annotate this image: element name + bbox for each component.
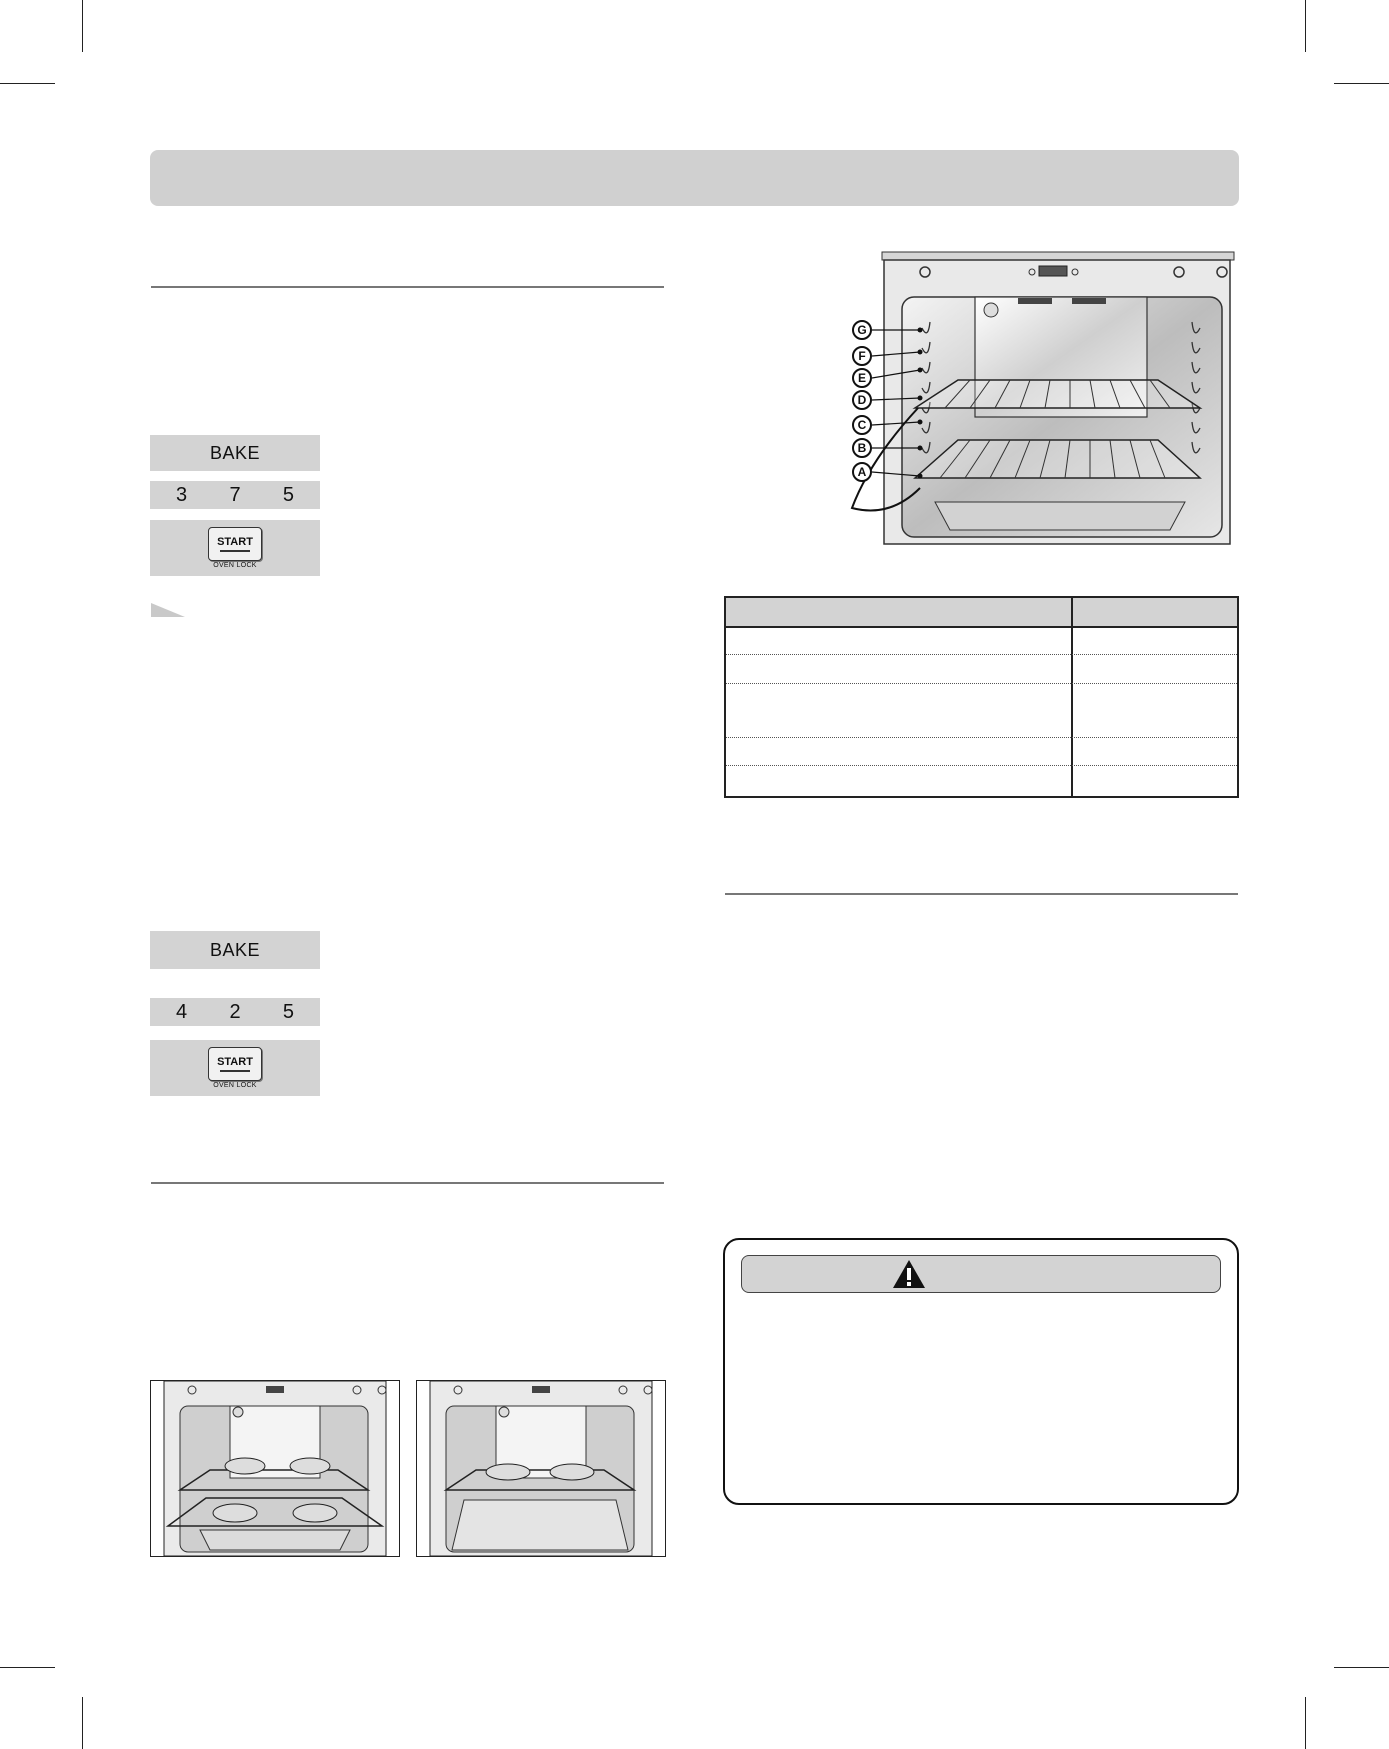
start-button-icon[interactable] <box>208 527 262 561</box>
table-row-divider <box>726 765 1237 766</box>
start-button-icon[interactable] <box>208 1047 262 1081</box>
oven-two-rack-diagram <box>150 1380 400 1557</box>
digit-key[interactable]: 7 <box>229 483 241 506</box>
crop-mark <box>82 0 83 52</box>
rack-position-table <box>724 596 1239 798</box>
rack-label-c: C <box>857 418 867 432</box>
section-rule <box>151 286 664 288</box>
oven-lock-label: OVEN LOCK <box>213 1082 257 1089</box>
caution-header <box>741 1255 1221 1293</box>
digit-key[interactable]: 2 <box>229 1000 241 1023</box>
crop-mark <box>82 1697 83 1749</box>
crop-mark <box>1305 0 1306 52</box>
start-key-panel <box>150 1040 320 1096</box>
digit-key[interactable]: 5 <box>282 1000 294 1023</box>
digit-key[interactable]: 5 <box>282 483 294 506</box>
crop-mark <box>1334 83 1389 84</box>
section-rule <box>725 893 1238 895</box>
rack-label-a: A <box>857 465 867 479</box>
digit-keys[interactable] <box>150 481 320 509</box>
bake-key[interactable] <box>150 435 320 471</box>
bake-key-label: BAKE <box>209 442 261 463</box>
digit-key[interactable]: 3 <box>176 483 188 506</box>
digit-keys[interactable] <box>150 998 320 1026</box>
oven-lock-label: OVEN LOCK <box>213 562 257 569</box>
rack-label-e: E <box>857 371 867 385</box>
note-triangle-icon <box>151 603 185 617</box>
oven-one-rack-diagram <box>416 1380 666 1557</box>
crop-mark <box>0 83 55 84</box>
crop-mark <box>1334 1667 1389 1668</box>
table-row-divider <box>726 683 1237 684</box>
table-column-divider <box>1071 598 1073 796</box>
start-key-panel <box>150 520 320 576</box>
rack-label-b: B <box>857 441 867 455</box>
rack-label-d: D <box>857 393 867 407</box>
table-row-divider <box>726 654 1237 655</box>
table-header <box>726 598 1237 628</box>
table-row-divider <box>726 737 1237 738</box>
rack-label-f: F <box>858 349 866 363</box>
crop-mark <box>1305 1697 1306 1749</box>
crop-mark <box>0 1667 55 1668</box>
section-rule <box>151 1182 664 1184</box>
oven-rack-diagram <box>840 250 1236 546</box>
section-header-bar <box>150 150 1239 206</box>
rack-label-g: G <box>857 323 867 337</box>
bake-key-label: BAKE <box>209 939 261 960</box>
bake-key[interactable] <box>150 931 320 969</box>
warning-icon <box>892 1259 926 1289</box>
digit-key[interactable]: 4 <box>176 1000 188 1023</box>
start-button-label: START <box>217 1056 253 1068</box>
start-button-label: START <box>217 536 253 548</box>
